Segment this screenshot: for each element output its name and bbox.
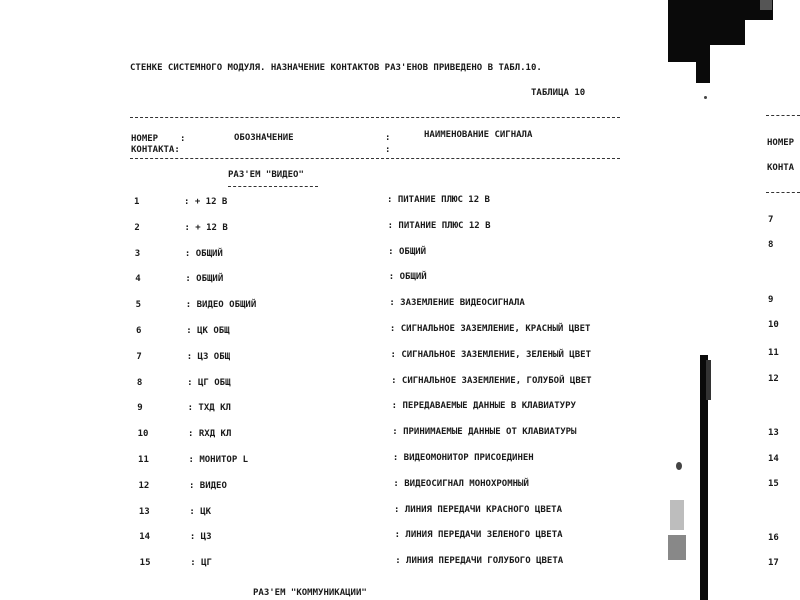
right-page-number: 7 <box>768 215 774 225</box>
row-designation: : RXД КЛ <box>188 429 232 440</box>
row-signal: : ПИТАНИЕ ПЛЮС 12 В <box>387 220 491 231</box>
table-label: ТАБЛИЦА 10 <box>531 88 586 98</box>
right-page-number: 11 <box>768 348 779 358</box>
scan-artifact-speck-2 <box>704 96 707 99</box>
right-page-rule-bottom <box>766 192 800 193</box>
row-designation: : ЦГ ОБЩ <box>187 377 231 388</box>
row-number: 1 <box>134 197 140 207</box>
header-top-rule <box>130 117 620 118</box>
right-page-number: 10 <box>768 320 779 330</box>
row-number: 15 <box>139 558 151 569</box>
scan-artifact-top-5 <box>760 0 772 10</box>
row-signal: : СИГНАЛЬНОЕ ЗАЗЕМЛЕНИЕ, КРАСНЫЙ ЦВЕТ <box>389 324 591 334</box>
right-page-number: 13 <box>768 428 779 438</box>
scan-artifact-right-edge-2 <box>706 360 711 400</box>
header-bottom-rule <box>130 158 620 159</box>
row-signal: : СИГНАЛЬНОЕ ЗАЗЕМЛЕНИЕ, ГОЛУБОЙ ЦВЕТ <box>391 375 592 386</box>
row-designation: : ЦГ <box>190 558 212 569</box>
row-number: 13 <box>138 506 150 517</box>
row-number: 2 <box>134 222 140 233</box>
right-page-rule-top <box>766 115 800 116</box>
row-signal: : СИГНАЛЬНОЕ ЗАЗЕМЛЕНИЕ, ЗЕЛЕНЫЙ ЦВЕТ <box>390 349 591 360</box>
right-page-number: 8 <box>768 240 774 250</box>
row-designation: : ЦЗ ОБЩ <box>186 351 231 362</box>
right-page-header-2: КОНТА <box>767 163 795 173</box>
row-number: 8 <box>136 377 143 388</box>
row-signal: : ВИДЕОМОНИТОР ПРИСОЕДИНЕН <box>392 453 534 463</box>
row-designation: : ОБЩИЙ <box>185 274 224 285</box>
intro-text: СТЕНКЕ СИСТЕМНОГО МОДУЛЯ. НАЗНАЧЕНИЕ КОНТАКТОВ РАЗ'ЕНОВ ПРИВЕДЕНО В ТАБЛ.10. <box>130 63 542 73</box>
header-sep-2: : <box>385 133 391 143</box>
scan-artifact-speck <box>676 462 682 470</box>
section-video-underline <box>228 186 318 187</box>
section-comm-title: РАЗ'ЕМ "КОММУНИКАЦИИ" <box>253 588 367 598</box>
header-contact: КОНТАКТА: <box>131 145 180 155</box>
row-designation: : ОБЩИЙ <box>184 248 223 259</box>
row-number: 14 <box>139 532 151 543</box>
header-number: НОМЕР <box>131 134 159 144</box>
row-designation: : ЦК <box>189 506 212 517</box>
row-signal: : ОБЩИЙ <box>388 246 427 257</box>
scan-artifact-smudge-2 <box>668 535 686 560</box>
row-signal: : ЛИНИЯ ПЕРЕДАЧИ КРАСНОГО ЦВЕТА <box>394 504 562 515</box>
scan-artifact-top-2 <box>690 0 745 45</box>
right-page-number: 15 <box>768 479 779 489</box>
row-signal: : ПЕРЕДАВАЕМЫЕ ДАННЫЕ В КЛАВИАТУРУ <box>391 401 576 412</box>
row-signal: : ЗАЗЕМЛЕНИЕ ВИДЕОСИГНАЛА <box>389 298 525 309</box>
row-designation: : МОНИТОР L <box>188 455 249 465</box>
row-number: 9 <box>137 403 143 414</box>
right-page-number: 17 <box>768 558 779 568</box>
row-designation: : ВИДЕО ОБЩИЙ <box>185 300 257 311</box>
header-designation: ОБОЗНАЧЕНИЕ <box>234 133 294 143</box>
row-designation: : ЦЗ <box>189 532 212 543</box>
row-number: 4 <box>135 274 141 285</box>
header-signal: НАИМЕНОВАНИЕ СИГНАЛА <box>424 130 533 140</box>
row-number: 5 <box>135 300 142 311</box>
row-signal: : ЛИНИЯ ПЕРЕДАЧИ ГОЛУБОГО ЦВЕТА <box>395 556 564 567</box>
right-page-number: 14 <box>768 454 779 464</box>
row-signal: : ЛИНИЯ ПЕРЕДАЧИ ЗЕЛЕНОГО ЦВЕТА <box>394 530 563 541</box>
row-number: 3 <box>134 248 141 259</box>
row-designation: : + 12 В <box>184 222 228 233</box>
header-sep-3: : <box>385 145 391 155</box>
row-designation: : + 12 В <box>184 197 228 207</box>
row-signal: : ОБЩИЙ <box>388 272 427 283</box>
row-designation: : ЦК ОБЩ <box>186 326 230 336</box>
scan-artifact-top-3 <box>696 45 710 83</box>
scan-artifact-smudge <box>670 500 684 530</box>
row-number: 7 <box>136 351 142 362</box>
row-designation: : ВИДЕО <box>188 480 227 491</box>
right-page-number: 12 <box>768 374 779 384</box>
row-signal: : ВИДЕОСИГНАЛ МОНОХРОМНЫЙ <box>393 478 529 489</box>
row-signal: : ПРИНИМАЕМЫЕ ДАННЫЕ ОТ КЛАВИАТУРЫ <box>392 427 577 438</box>
right-page-header-1: НОМЕР <box>767 138 795 148</box>
section-video-title: РАЗ'ЕМ "ВИДЕО" <box>228 170 304 180</box>
row-number: 6 <box>136 326 142 336</box>
header-sep-1: : <box>180 134 186 144</box>
row-designation: : TXД КЛ <box>187 403 231 414</box>
row-number: 11 <box>138 455 149 465</box>
right-page-number: 9 <box>768 295 774 305</box>
row-number: 12 <box>138 480 150 491</box>
row-number: 10 <box>137 429 149 440</box>
right-page-number: 16 <box>768 533 779 543</box>
row-signal: : ПИТАНИЕ ПЛЮС 12 В <box>387 195 490 205</box>
